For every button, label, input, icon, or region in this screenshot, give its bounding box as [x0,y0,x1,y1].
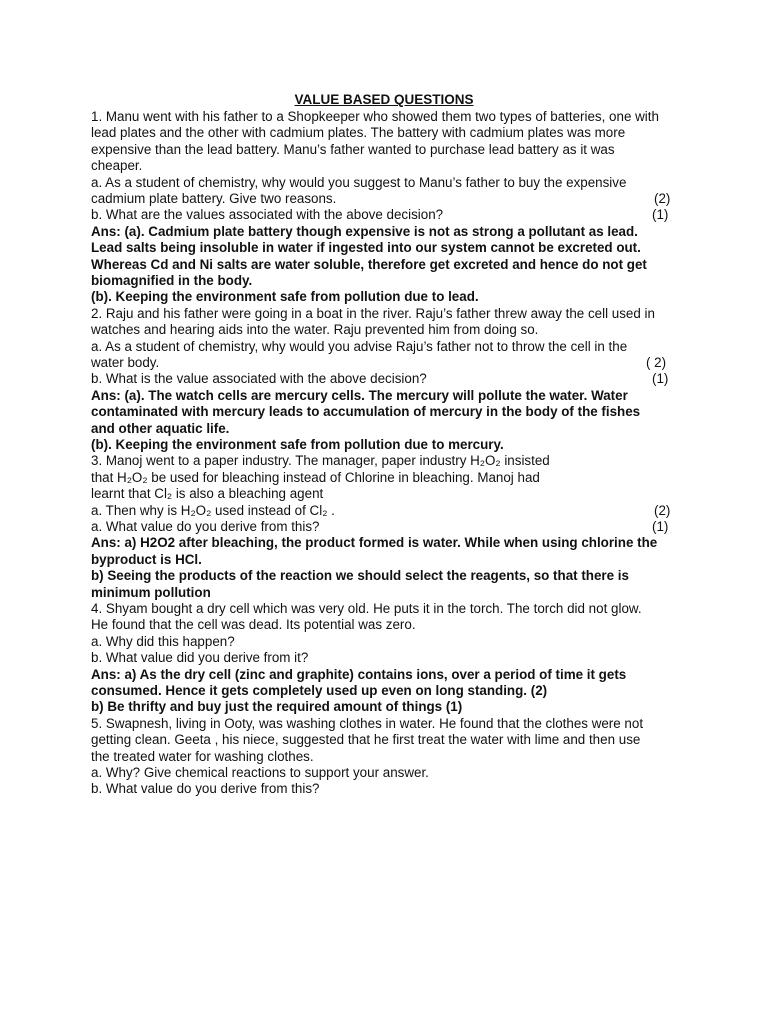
question-line [91,617,677,633]
answer-line [91,683,677,699]
question-line [91,371,677,387]
question-line [91,601,677,617]
question-line [91,453,677,469]
answer-line [91,535,677,551]
question-line [91,781,677,797]
page-title: VALUE BASED QUESTIONS [294,92,474,107]
line-text: learnt that Cl₂ is also a bleaching agent [91,486,324,502]
marks-label: (2) [654,191,671,206]
line-text: watches and hearing aids into the water. Raju prevented him from doing so. [91,322,539,338]
line-text: b. What are the values associated with the above decision? [91,207,444,223]
line-text: 4. Shyam bought a dry cell which was very old. He puts it in the torch. The torch did not glow. [91,601,642,616]
line-text: water body. [91,355,160,370]
question-line [91,322,677,338]
line-text: contaminated with mercury leads to accumulation of mercury in the body of the fishes [91,404,641,420]
question-line [91,158,677,174]
question-line [91,339,677,355]
question-line [91,125,677,141]
question-line [91,650,677,666]
line-text: a. As a student of chemistry, why would you suggest to Manu’s father to buy the expensive [91,174,627,190]
answer-line [91,273,677,289]
line-text: consumed. Hence it gets completely used up even on long standing. (2) [91,683,548,698]
line-text: b. What is the value associated with the above decision? [91,371,427,387]
answer-line [91,404,677,420]
question-line [91,355,677,371]
question-line [91,175,677,191]
question-line [91,306,677,322]
question-line [91,207,677,223]
line-text: 1. Manu went with his father to a Shopkeeper who showed them two types of batteries, one with [91,109,659,124]
question-line [91,765,677,781]
line-text: (b). Keeping the environment safe from pollution due to lead. [91,289,479,305]
line-text: 3. Manoj went to a paper industry. The manager, paper industry H₂O₂ insisted [91,453,550,469]
line-text: Ans: (a). Cadmium plate battery though expensive is not as strong a pollutant as lead. [91,223,638,239]
line-text: He found that the cell was dead. Its potential was zero. [91,617,416,633]
answer-line [91,437,677,453]
question-line [91,486,677,502]
line-text: and other aquatic life. [91,420,230,436]
line-text: a. Then why is H₂O₂ used instead of Cl₂ . [91,502,335,518]
line-text: Ans: a) As the dry cell (zinc and graphite) contains ions, over a period of time it gets [91,666,627,682]
line-text: expensive than the lead battery. Manu’s father wanted to purchase lead battery as it was [91,141,615,157]
line-text: b) Be thrifty and buy just the required amount of things (1) [91,699,463,715]
line-text: a. What value do you derive from this? [91,519,320,534]
line-text: 5. Swapnesh, living in Ooty, was washing clothes in water. He found that the clothes were not [91,715,644,731]
line-text: (b). Keeping the environment safe from pollution due to mercury. [91,437,504,452]
line-text: b) Seeing the products of the reaction we should select the reagents, so that there is [91,568,629,584]
line-text: Ans: (a). The watch cells are mercury cells. The mercury will pollute the water. Water [91,387,628,403]
line-text: byproduct is HCl. [91,551,202,567]
question-line [91,732,677,748]
marks-label: (1) [652,371,669,387]
answer-line [91,224,677,240]
question-line [91,634,677,650]
line-text: lead plates and the other with cadmium plates. The battery with cadmium plates was more [91,125,626,141]
question-line [91,191,677,207]
question-line [91,109,677,125]
line-text: b. What value did you derive from it? [91,650,309,666]
answer-line [91,240,677,256]
answer-line [91,552,677,568]
line-text: cadmium plate battery. Give two reasons. [91,191,337,206]
answer-line [91,699,677,715]
line-text: biomagnified in the body. [91,273,253,288]
question-line [91,716,677,732]
answer-line [91,568,677,584]
answer-line [91,667,677,683]
answer-line [91,289,677,305]
question-line [91,470,677,486]
line-text: Lead salts being insoluble in water if ingested into our system cannot be excreted out. [91,240,641,256]
question-line [91,503,677,519]
marks-label: ( 2) [646,355,667,370]
line-text: the treated water for washing clothes. [91,748,314,764]
marks-label: (1) [652,519,669,534]
line-text: minimum pollution [91,584,211,600]
line-text: 2. Raju and his father were going in a boat in the river. Raju’s father threw away the cell used in [91,305,655,321]
answer-line [91,388,677,404]
question-line [91,142,677,158]
line-text: b. What value do you derive from this? [91,781,320,797]
line-text: Ans: a) H2O2 after bleaching, the product formed is water. While when using chlorine the [91,535,658,551]
marks-label: (2) [654,502,671,518]
line-text: cheaper. [91,158,143,174]
answer-line [91,421,677,437]
line-text: that H₂O₂ be used for bleaching instead of Chlorine in bleaching. Manoj had [91,469,540,485]
line-text: a. As a student of chemistry, why would you advise Raju’s father not to throw the cell in the [91,338,628,354]
line-text: a. Why did this happen? [91,633,235,649]
answer-line [91,585,677,601]
line-text: a. Why? Give chemical reactions to support your answer. [91,765,429,780]
question-line [91,519,677,535]
marks-label: (1) [652,207,669,223]
question-line [91,749,677,765]
answer-line [91,257,677,273]
line-text: getting clean. Geeta , his niece, suggested that he first treat the water with lime and then use [91,732,641,748]
line-text: Whereas Cd and Ni salts are water soluble, therefore get excreted and hence do not get [91,256,647,272]
